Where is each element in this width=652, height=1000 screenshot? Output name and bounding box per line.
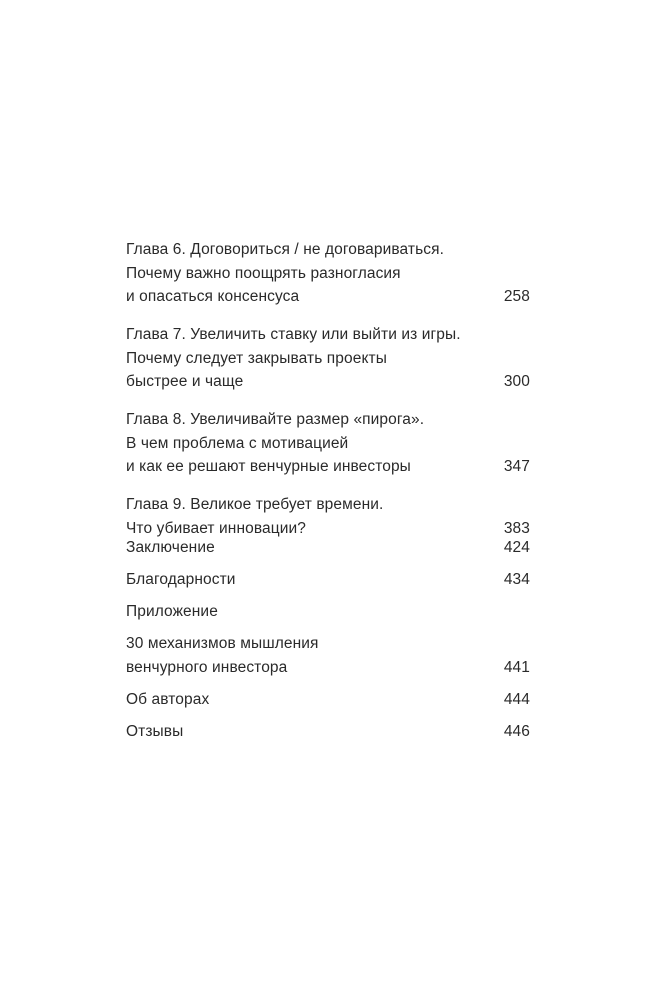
toc-chapter-entry	[126, 493, 530, 540]
toc-entry-title-line: и опасаться консенсуса	[126, 288, 300, 305]
toc-back-matter-entry	[126, 536, 530, 560]
toc-page-number: 300	[503, 373, 530, 390]
toc-page-number: 444	[503, 690, 530, 708]
toc-entry-title-line: Что убивает инновации?	[126, 519, 306, 537]
toc-entry-title-line: быстрее и чаще	[126, 373, 244, 390]
toc-entry-title-line: Почему важно поощрять разногласия	[126, 264, 401, 282]
toc-entry-title-line: венчурного инвестора	[126, 658, 288, 676]
toc-back-matter-entry	[126, 568, 530, 592]
toc-back-matter	[126, 536, 530, 752]
toc-back-matter-entry	[126, 720, 530, 744]
toc-page-number: 424	[503, 539, 530, 556]
toc-chapter-entry	[126, 408, 530, 479]
toc-page-number: 347	[503, 458, 530, 475]
toc-entry-title-line: Глава 8. Увеличивайте размер «пирога».	[126, 411, 425, 428]
toc-page-number: 258	[503, 288, 530, 305]
toc-chapter-entry	[126, 238, 530, 309]
toc-entry-title-line: Глава 7. Увеличить ставку или выйти из игры.	[126, 326, 461, 343]
toc-entry-title-line: Глава 9. Великое требует времени.	[126, 496, 384, 513]
toc-entry-title-line: Заключение	[126, 539, 215, 556]
toc-entry-title-line: Почему следует закрывать проекты	[126, 349, 387, 367]
toc-entry-title-line: Отзывы	[126, 722, 184, 740]
toc-entry-title-line: В чем проблема с мотивацией	[126, 434, 349, 452]
toc-chapters	[126, 238, 530, 555]
toc-page-number: 383	[503, 519, 530, 537]
toc-entry-title-line: Об авторах	[126, 690, 210, 708]
toc-back-matter-entry	[126, 632, 530, 679]
toc-page-number: 434	[503, 571, 530, 588]
toc-back-matter-entry	[126, 688, 530, 712]
toc-entry-title-line: Глава 6. Договориться / не договариваться.	[126, 241, 445, 258]
toc-entry-title-line: и как ее решают венчурные инвесторы	[126, 458, 411, 475]
toc-entry-title-line: Приложение	[126, 603, 218, 620]
toc-chapter-entry	[126, 323, 530, 394]
toc-entry-title-line: Благодарности	[126, 571, 236, 588]
toc-back-matter-entry	[126, 600, 530, 624]
toc-entry-title-line: 30 механизмов мышления	[126, 635, 319, 652]
toc-page-number: 446	[503, 722, 530, 740]
toc-page-number: 441	[503, 658, 530, 676]
